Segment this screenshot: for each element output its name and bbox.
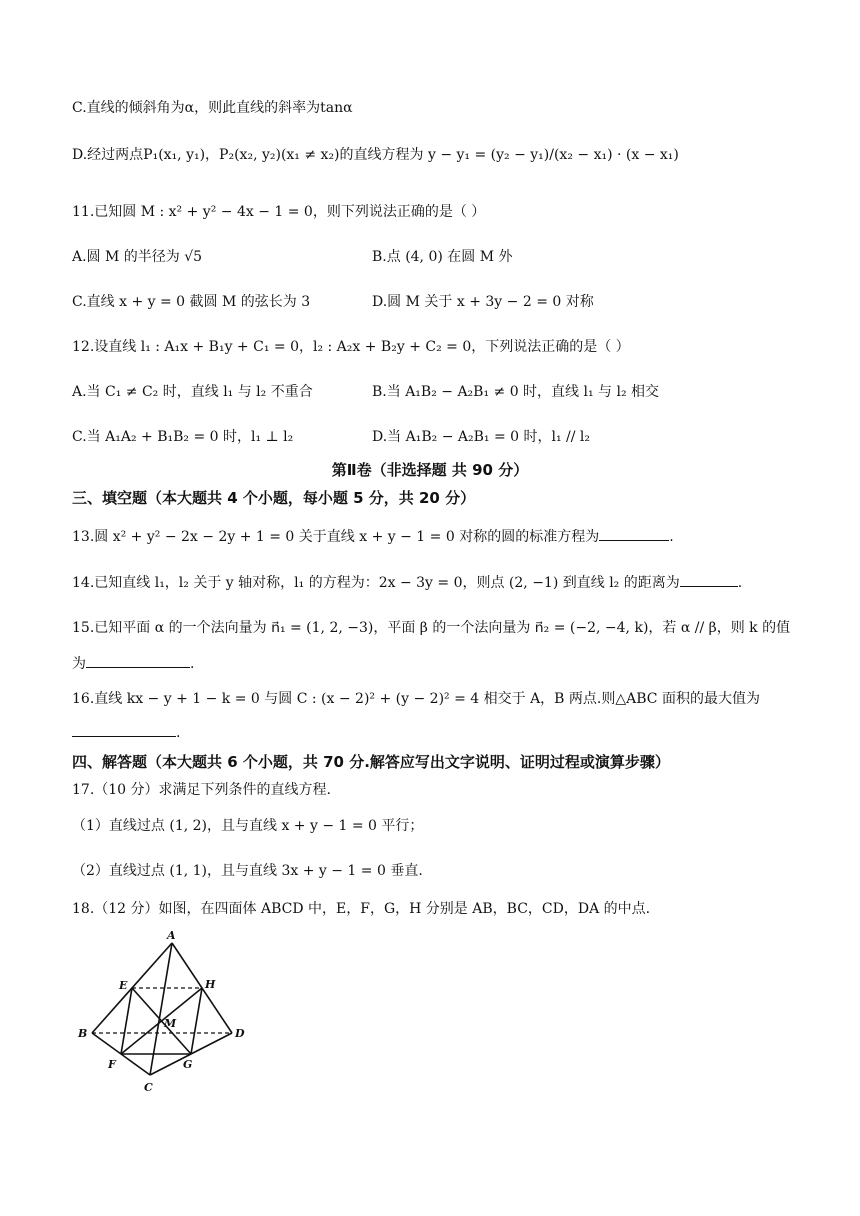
q15-prefix: 为 <box>72 656 86 672</box>
segment-hg <box>191 988 202 1054</box>
q11-option-c: C.直线 x + y = 0 截圆 M 的弦长为 3 <box>72 294 311 310</box>
q15-period: . <box>190 656 195 672</box>
q16-line-1: 16.直线 kx − y + 1 − k = 0 与圆 C : (x − 2)² + (y − 2)² = 4 相交于 A，B 两点.则△ABC 面积的最大值为 <box>72 691 760 707</box>
label-f: F <box>108 1058 116 1071</box>
label-d: D <box>235 1027 245 1040</box>
q10-option-c: C.直线的倾斜角为α，则此直线的斜率为tanα <box>72 100 353 116</box>
label-h: H <box>205 978 216 991</box>
q12-stem: 12.设直线 l₁ : A₁x + B₁y + C₁ = 0，l₂ : A₂x + B₂y + C₂ = 0，下列说法正确的是（ ） <box>72 339 630 355</box>
q17-part-2: （2）直线过点 (1, 1)，且与直线 3x + y − 1 = 0 垂直. <box>72 863 423 879</box>
q13-text: 13.圆 x² + y² − 2x − 2y + 1 = 0 关于直线 x + y − 1 = 0 对称的圆的标准方程为 <box>72 529 600 545</box>
section-three-heading: 三、填空题（本大题共 4 个小题，每小题 5 分，共 20 分） <box>72 489 476 507</box>
label-e: E <box>119 979 128 992</box>
q12-option-b: B.当 A₁B₂ − A₂B₁ ≠ 0 时，直线 l₁ 与 l₂ 相交 <box>372 384 660 400</box>
q18-stem: 18.（12 分）如图，在四面体 ABCD 中，E，F，G，H 分别是 AB，BC，CD，DA 的中点. <box>72 901 651 917</box>
q15-line-1: 15.已知平面 α 的一个法向量为 n⃗₁ = (1, 2, −3)，平面 β 的一个法向量为 n⃗₂ = (−2, −4, k)，若 α // β，则 k 的值 <box>72 620 791 636</box>
label-c: C <box>144 1081 153 1094</box>
segment-fh <box>121 988 202 1054</box>
q11-stem: 11.已知圆 M : x² + y² − 4x − 1 = 0，则下列说法正确的是（ ） <box>72 204 486 220</box>
answer-blank <box>599 526 669 541</box>
q17-part-1: （1）直线过点 (1, 2)，且与直线 x + y − 1 = 0 平行； <box>72 818 424 834</box>
part-two-title: 第Ⅱ卷（非选择题 共 90 分） <box>331 461 529 479</box>
q16-line-2 <box>72 722 180 744</box>
q14-text: 14.已知直线 l₁，l₂ 关于 y 轴对称，l₁ 的方程为：2x − 3y = 0，则点 (2, −1) 到直线 l₂ 的距离为 <box>72 575 680 591</box>
q11-option-d: D.圆 M 关于 x + 3y − 2 = 0 对称 <box>372 294 594 310</box>
answer-blank <box>86 653 190 668</box>
q17-stem: 17.（10 分）求满足下列条件的直线方程. <box>72 782 331 798</box>
q11-option-b: B.点 (4, 0) 在圆 M 外 <box>372 249 513 265</box>
label-b: B <box>78 1027 88 1040</box>
label-g: G <box>183 1058 193 1071</box>
q12-option-d: D.当 A₁B₂ − A₂B₁ = 0 时，l₁ // l₂ <box>372 429 591 445</box>
q12-option-a: A.当 C₁ ≠ C₂ 时，直线 l₁ 与 l₂ 不重合 <box>72 384 313 400</box>
q10-option-d: D.经过两点P₁(x₁, y₁)，P₂(x₂, y₂)(x₁ ≠ x₂)的直线方程为 y − y₁ = (y₂ − y₁)/(x₂ − x₁) · (x − x₁) <box>72 147 679 163</box>
q11-option-a: A.圆 M 的半径为 √5 <box>72 249 203 265</box>
answer-blank <box>72 722 176 737</box>
q14-period: . <box>737 575 743 591</box>
label-a: A <box>167 929 176 942</box>
edge-ac <box>150 943 172 1075</box>
q13-line <box>72 526 674 548</box>
q15-line-2 <box>72 653 194 675</box>
section-four-heading: 四、解答题（本大题共 6 个小题，共 70 分.解答应写出文字说明、证明过程或演算步骤） <box>72 753 670 771</box>
q14-line <box>72 572 742 594</box>
tetrahedron-figure <box>70 925 270 1095</box>
q12-option-c: C.当 A₁A₂ + B₁B₂ = 0 时，l₁ ⊥ l₂ <box>72 429 294 445</box>
answer-blank <box>680 572 738 587</box>
q16-period: . <box>176 725 181 741</box>
label-m: M <box>164 1017 177 1030</box>
q13-period: . <box>669 529 674 545</box>
